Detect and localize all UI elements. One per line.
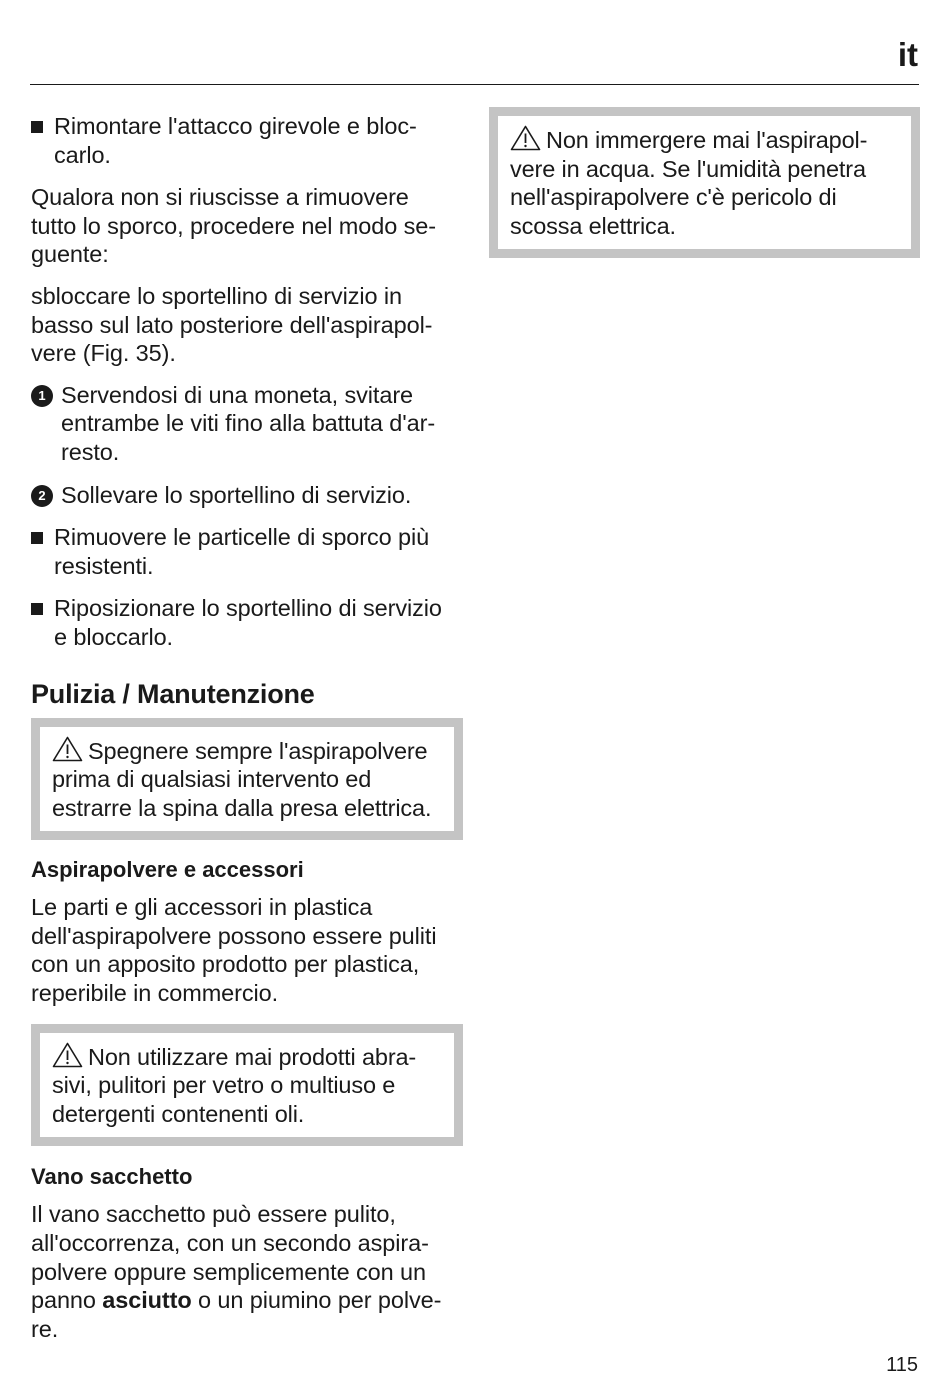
bullet-text: Rimontare l'attacco girevole e bloc- carlo. [54,113,417,168]
subheading: Aspirapolvere e accessori [31,857,304,883]
warning-triangle-icon [52,736,83,762]
square-bullet-icon [31,532,43,544]
bullet-text: Riposizionare lo sportellino di servizio e bloccarlo. [54,595,442,650]
left-column [31,112,463,1343]
numbered-step [31,381,463,467]
paragraph: Le parti e gli accessori in plastica dell'aspirapolvere possono essere puliti con un apposito prodotto per plastica, reperibile in commercio. [31,894,437,1007]
warning-box [31,1024,463,1147]
right-column [489,107,920,258]
square-bullet-icon [31,603,43,615]
list-item [31,112,463,169]
step-text: Servendosi di una moneta, svitare entrambe le viti fino alla battuta d'ar- resto. [61,381,436,465]
list-item [31,523,463,580]
emphasis: asciutto [102,1287,192,1314]
warning-text: Spegnere sempre l'aspirapolvere prima di qualsiasi intervento ed estrarre la spina dalla presa elettrica. [52,737,432,821]
numbered-circle-icon: 1 [31,385,53,407]
numbered-circle-icon: 2 [31,485,53,507]
warning-box [31,718,463,841]
list-item [31,594,463,651]
bullet-text: Rimuovere le particelle di sporco più resistenti. [54,524,430,579]
paragraph: Qualora non si riuscisse a rimuovere tutto lo sporco, procedere nel modo se- guente: [31,184,436,268]
warning-box [489,107,920,258]
square-bullet-icon [31,121,43,133]
warning-text: Non utilizzare mai prodotti abra- sivi, pulitori per vetro o multiuso e detergenti contenenti oli. [52,1043,417,1127]
header-rule [30,84,919,85]
paragraph: Il vano sacchetto può essere pulito, all'occorrenza, con un secondo aspira- polvere oppure semplicemente con un panno asciutto o un piumino per polve- re. [31,1201,442,1342]
page-number: 115 [886,1354,918,1376]
paragraph: sbloccare lo sportellino di servizio in basso sul lato posteriore dell'aspirapol- vere (Fig. 35). [31,282,433,367]
numbered-step [31,481,463,510]
section-title: Pulizia / Manutenzione [31,678,315,709]
warning-triangle-icon [510,125,541,151]
step-text: Sollevare lo sportellino di servizio. [61,481,412,508]
subheading: Vano sacchetto [31,1164,193,1190]
warning-text: Non immergere mai l'aspirapol- vere in acqua. Se l'umidità penetra nell'aspirapolvere c'è pericolo di scossa elettrica. [510,127,868,239]
language-tag: it [897,36,918,73]
warning-triangle-icon [52,1042,83,1068]
